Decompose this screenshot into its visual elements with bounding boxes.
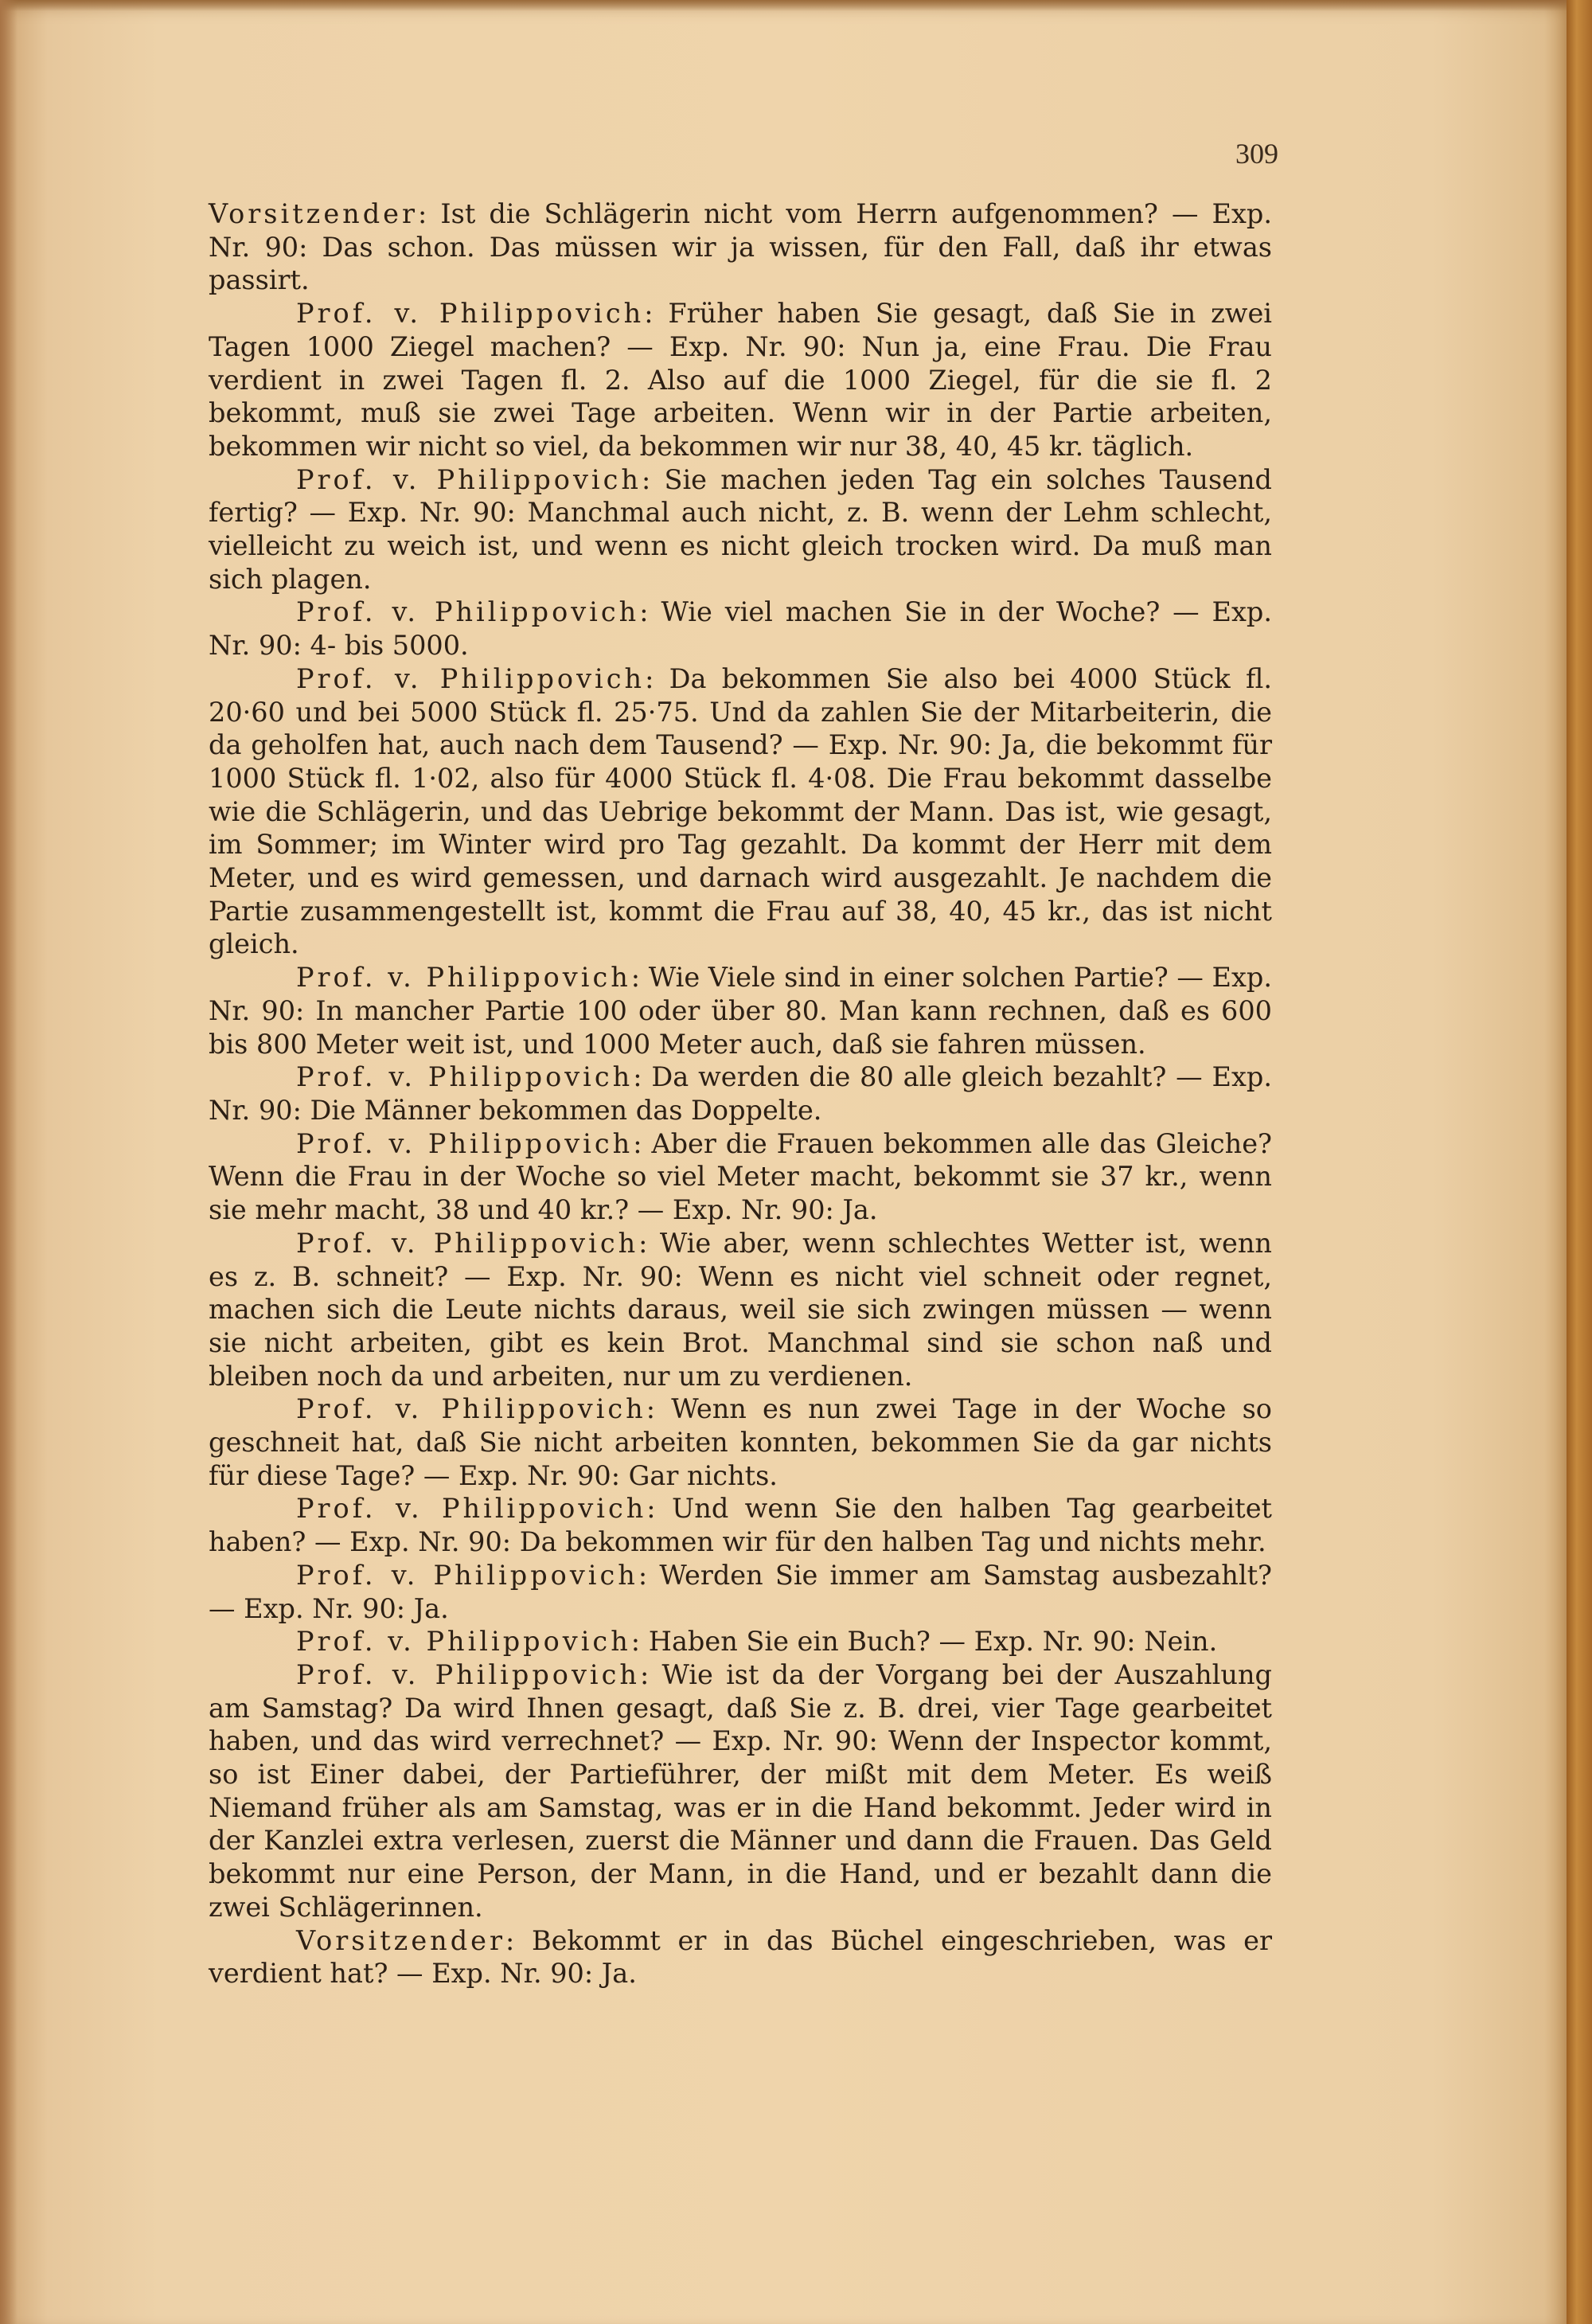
speech-text: Wie ist da der Vorgang bei der Auszahlung am Samstag? Da wird Ihnen gesagt, daß Sie z. B. drei, vier Tage gearbeitet haben, und das wird verrechnet? — Exp. Nr. 90: Wenn der Inspector kommt, so ist Einer dabei, der Partieführer, der mißt mit dem Meter. Es weiß Niemand früher als am Samstag, was er in die Hand bekommt. Jeder wird in der Kanzlei extra verlesen, zuerst die Männer und dann die Frauen. Das Geld bekommt nur eine Person, der Mann, in die Hand, und er bezahlt dann die zwei Schlägerinnen. (209, 1658, 1272, 1923)
paragraph (209, 197, 1272, 297)
speaker-name: Prof. v. Philippovich : (296, 1493, 656, 1524)
paragraph (209, 961, 1272, 1060)
speech-text: Sie machen jeden Tag ein solches Tausend fertig? — Exp. Nr. 90: Manchmal auch nicht, z. B. wenn der Lehm schlecht, vielleicht zu weich ist, und wenn es nicht gleich trocken wird. Da muß man sich plagen. (209, 463, 1272, 595)
speaker-name: Prof. v. Philippovich : (296, 464, 650, 495)
speaker-name: Prof. v. Philippovich : (296, 298, 654, 329)
paragraph (209, 1924, 1272, 1990)
speech-text: Wie Viele sind in einer solchen Partie? — Exp. Nr. 90: In mancher Partie 100 oder über 80. Man kann rechnen, daß es 600 bis 800 Meter weit ist, und 1000 Meter auch, daß sie fahren müssen. (209, 962, 1272, 1060)
page-body (209, 197, 1272, 1990)
paragraph (209, 1227, 1272, 1393)
speech-text: Wenn es nun zwei Tage in der Woche so geschneit hat, daß Sie nicht arbeiten konnten, bekommen Sie da gar nichts für diese Tage? — Exp. Nr. 90: Gar nichts. (209, 1393, 1272, 1491)
speech-text: Da bekommen Sie also bei 4000 Stück fl. 20·60 und bei 5000 Stück fl. 25·75. Und da zahlen Sie der Mitarbeiterin, die da geholfen hat, auch nach dem Tausend? — Exp. Nr. 90: Ja, die bekommt für 1000 Stück fl. 1·02, also für 4000 Stück fl. 4·08. Die Frau bekommt dasselbe wie die Schlägerin, und das Uebrige bekommt der Mann. Das ist, wie gesagt, im Sommer; im Winter wird pro Tag gezahlt. Da kommt der Herr mit dem Meter, und es wird gemessen, und darnach wird ausgezahlt. Je nachdem die Partie zusammengestellt ist, kommt die Frau auf 38, 40, 45 kr., das ist nicht gleich. (209, 662, 1272, 960)
paragraph (209, 662, 1272, 961)
paragraph (209, 1658, 1272, 1924)
speaker-name: Prof. v. Philippovich : (296, 1228, 647, 1259)
speech-text: Wie aber, wenn schlechtes Wetter ist, wenn es z. B. schneit? — Exp. Nr. 90: Wenn es nicht viel schneit oder regnet, machen sich die Leute nichts daraus, weil sie sich zwingen müssen — wenn sie nicht arbeiten, gibt es kein Brot. Manchmal sind sie schon naß und bleiben noch da und arbeiten, nur um zu verdienen. (209, 1227, 1272, 1392)
speaker-name: Prof. v. Philippovich : (296, 1560, 647, 1591)
speech-text: Werden Sie immer am Samstag ausbezahlt? — Exp. Nr. 90: Ja. (209, 1559, 1272, 1624)
speaker-name: Vorsitzender : (296, 1925, 514, 1956)
speaker-name: Prof. v. Philippovich : (296, 962, 640, 993)
paragraph (209, 1559, 1272, 1625)
speech-text: Bekommt er in das Büchel eingeschrieben, was er verdient hat? — Exp. Nr. 90: Ja. (209, 1924, 1272, 1990)
speech-text: Wie viel machen Sie in der Woche? — Exp. Nr. 90: 4- bis 5000. (209, 596, 1272, 662)
page-left-shadow (0, 0, 18, 2324)
paragraph (209, 463, 1272, 596)
paragraph (209, 1392, 1272, 1492)
speaker-name: Prof. v. Philippovich : (296, 1128, 642, 1159)
speaker-name: Prof. v. Philippovich : (296, 1393, 655, 1424)
paragraph (209, 596, 1272, 662)
book-spine (1567, 0, 1592, 2324)
speech-text: Da werden die 80 alle gleich bezahlt? — Exp. Nr. 90: Die Männer bekommen das Doppelte. (209, 1061, 1272, 1126)
paragraph (209, 1492, 1272, 1558)
speaker-name: Prof. v. Philippovich : (296, 596, 649, 627)
speech-text: Und wenn Sie den halben Tag gearbeitet haben? — Exp. Nr. 90: Da bekommen wir für den halben Tag und nichts mehr. (209, 1493, 1272, 1558)
paragraph (209, 1127, 1272, 1227)
paragraph (209, 1625, 1272, 1658)
speaker-name: Prof. v. Philippovich : (296, 1061, 642, 1092)
paragraph (209, 297, 1272, 463)
speaker-name: Vorsitzender : (209, 198, 427, 229)
speech-text: Haben Sie ein Buch? — Exp. Nr. 90: Nein. (648, 1626, 1218, 1658)
paragraph (209, 1060, 1272, 1127)
page-top-shadow (0, 0, 1567, 11)
speech-text: Ist die Schlägerin nicht vom Herrn aufgenommen? — Exp. Nr. 90: Das schon. Das müssen wir ja wissen, für den Fall, daß ihr etwas passirt. (209, 198, 1272, 296)
speaker-name: Prof. v. Philippovich : (296, 1626, 640, 1657)
speaker-name: Prof. v. Philippovich : (296, 1659, 649, 1690)
page-number: 309 (1235, 138, 1278, 170)
speech-text: Früher haben Sie gesagt, daß Sie in zwei Tagen 1000 Ziegel machen? — Exp. Nr. 90: Nun ja, eine Frau. Die Frau verdient in zwei Tagen fl. 2. Also auf die 1000 Ziegel, für die sie fl. 2 bekommt, muß sie zwei Tage arbeiten. Wenn wir in der Partie arbeiten, bekommen wir nicht so viel, da bekommen wir nur 38, 40, 45 kr. täglich. (209, 298, 1272, 462)
speech-text: Aber die Frauen bekommen alle das Gleiche? Wenn die Frau in der Woche so viel Meter macht, bekommt sie 37 kr., wenn sie mehr macht, 38 und 40 kr.? — Exp. Nr. 90: Ja. (209, 1127, 1272, 1226)
speaker-name: Prof. v. Philippovich : (296, 663, 654, 694)
